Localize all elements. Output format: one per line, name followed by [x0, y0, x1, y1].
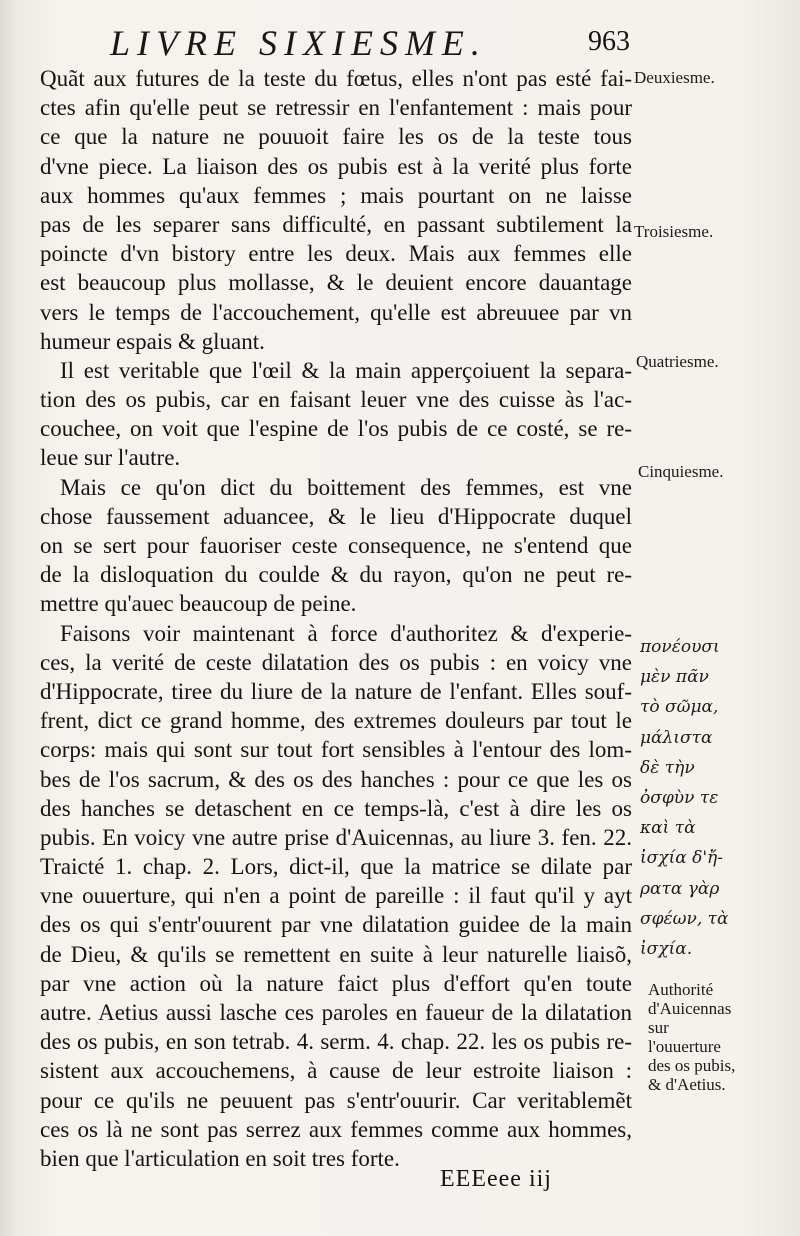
page-number: 963	[588, 26, 630, 57]
text-line: bes de l'os sacrum, & des os des hanches : pour ce que les os	[40, 766, 632, 792]
text-line: vers le temps de l'accouchement, qu'elle est abreuuee par vn	[40, 299, 632, 325]
greek-gloss-line: μὲν πᾶν	[640, 667, 709, 688]
greek-gloss-line: ὀσφὺν τε	[640, 788, 719, 809]
main-text-block	[40, 64, 632, 1173]
margin-note-deuxiesme: Deuxiesme.	[634, 68, 715, 87]
greek-gloss-line: δὲ τὴν	[640, 757, 695, 778]
text-line: pour ce qu'ils ne peuuent pas s'entr'ouurir. Car veritablemẽt	[40, 1087, 632, 1113]
text-line: des os pubis, en son tetrab. 4. serm. 4. chap. 22. les os pubis re-	[40, 1029, 632, 1055]
text-line: on se sert pour fauoriser ceste consequence, ne s'entend que	[40, 533, 632, 558]
text-line: corps: mais qui sont sur tout fort sensibles à l'entour des lom-	[40, 737, 632, 763]
text-line: vne ouuerture, qui n'en a point de pareille : il faut qu'il y ayt	[40, 883, 632, 909]
text-line: Quãt aux futures de la teste du fœtus, elles n'ont pas esté fai-	[40, 66, 632, 91]
text-line: ctes afin qu'elle peut se retressir en l'enfantement : mais pour	[40, 95, 632, 121]
text-line: poincte d'vn bistory entre les deux. Mais aux femmes elle	[40, 241, 632, 267]
margin-note-quatriesme: Quatriesme.	[636, 352, 719, 371]
text-line: Il est veritable que l'œil & la main apperçoiuent la separa-	[60, 357, 632, 383]
text-line: tion des os pubis, car en faisant leuer vne des cuisse às l'ac-	[40, 387, 632, 413]
text-line: des hanches se detaschent en ce temps-là, c'est à dire les os	[40, 795, 632, 821]
greek-gloss-line: τὸ σῶμα,	[640, 697, 719, 718]
text-line: des os qui s'entr'ouurent par vne dilatation guidee de la main	[40, 912, 632, 938]
text-line: frent, dict ce grand homme, des extremes douleurs par tout le	[40, 708, 632, 734]
text-line: d'Hippocrate, tiree du liure de la nature de l'enfant. Elles souf-	[40, 678, 632, 704]
greek-gloss-line: καὶ τὰ	[640, 818, 696, 839]
text-line: par vne action où la nature faict plus d'effort qu'en toute	[40, 970, 632, 996]
text-line: de Dieu, & qu'ils se remettent en suite à leur naturelle liaisõ,	[40, 941, 632, 967]
text-line: couchee, on voit que l'espine de l'os pubis de ce costé, se re-	[40, 416, 632, 442]
greek-gloss-line: πονέουσι	[640, 637, 720, 657]
greek-gloss-line: μάλιστα	[640, 727, 713, 748]
text-line: ces, la verité de ceste dilatation des os pubis : en voicy vne	[40, 649, 632, 675]
text-line: Traicté 1. chap. 2. Lors, dict-il, que la matrice se dilate par	[40, 854, 632, 880]
margin-note-authorite: Authorité d'Auicennas sur l'ouuerture des os pubis, & d'Aetius.	[648, 980, 736, 1094]
text-line: humeur espais & gluant.	[40, 328, 265, 354]
text-line: pubis. En voicy vne autre prise d'Auicennas, au liure 3. fen. 22.	[40, 824, 632, 850]
text-line: ce que la nature ne pouuoit faire les os de la teste tous	[40, 124, 632, 150]
greek-gloss-line: ρατα γὰρ	[640, 878, 720, 899]
text-line: chose faussement aduancee, & le lieu d'Hippocrate duquel	[40, 503, 632, 529]
text-line: aux hommes qu'aux femmes ; mais pourtant on ne laisse	[40, 182, 632, 208]
text-line: Mais ce qu'on dict du boittement des femmes, est vne	[60, 474, 632, 500]
margin-note-troisiesme: Troisiesme.	[634, 222, 714, 241]
text-line: d'vne piece. La liaison des os pubis est à la verité plus forte	[40, 153, 632, 179]
text-line: de la disloquation du coulde & du rayon, qu'on ne peut re-	[40, 562, 632, 588]
page-header	[110, 22, 630, 68]
text-line: bien que l'articulation en soit tres forte.	[40, 1145, 400, 1171]
text-line: Faisons voir maintenant à force d'authoritez & d'experie-	[60, 620, 632, 646]
text-line: autre. Aetius aussi lasche ces paroles en faueur de la dilatation	[40, 1000, 632, 1025]
greek-gloss-line: ἰσχία.	[640, 939, 693, 960]
text-line: ces os là ne sont pas serrez aux femmes comme aux hommes,	[40, 1116, 632, 1142]
running-head: LIVRE SIXIESME.	[110, 23, 487, 63]
greek-gloss-line: ἰσχία δ'ἤ-	[640, 848, 723, 869]
greek-marginal-gloss	[640, 632, 790, 964]
text-line: sistent aux accouchemens, à cause de leur estroite liaison :	[40, 1058, 632, 1084]
signature-mark: EEEeee iij	[440, 1166, 552, 1192]
margin-note-cinquiesme: Cinquiesme.	[638, 462, 724, 481]
text-line: est beaucoup plus mollasse, & le deuient encore dauantage	[40, 270, 632, 296]
greek-gloss-line: σφέων, τὰ	[640, 908, 729, 929]
text-line: mettre qu'auec beaucoup de peine.	[40, 591, 357, 617]
text-line: leue sur l'autre.	[40, 445, 181, 471]
text-line: pas de les separer sans difficulté, en passant subtilement la	[40, 211, 632, 237]
